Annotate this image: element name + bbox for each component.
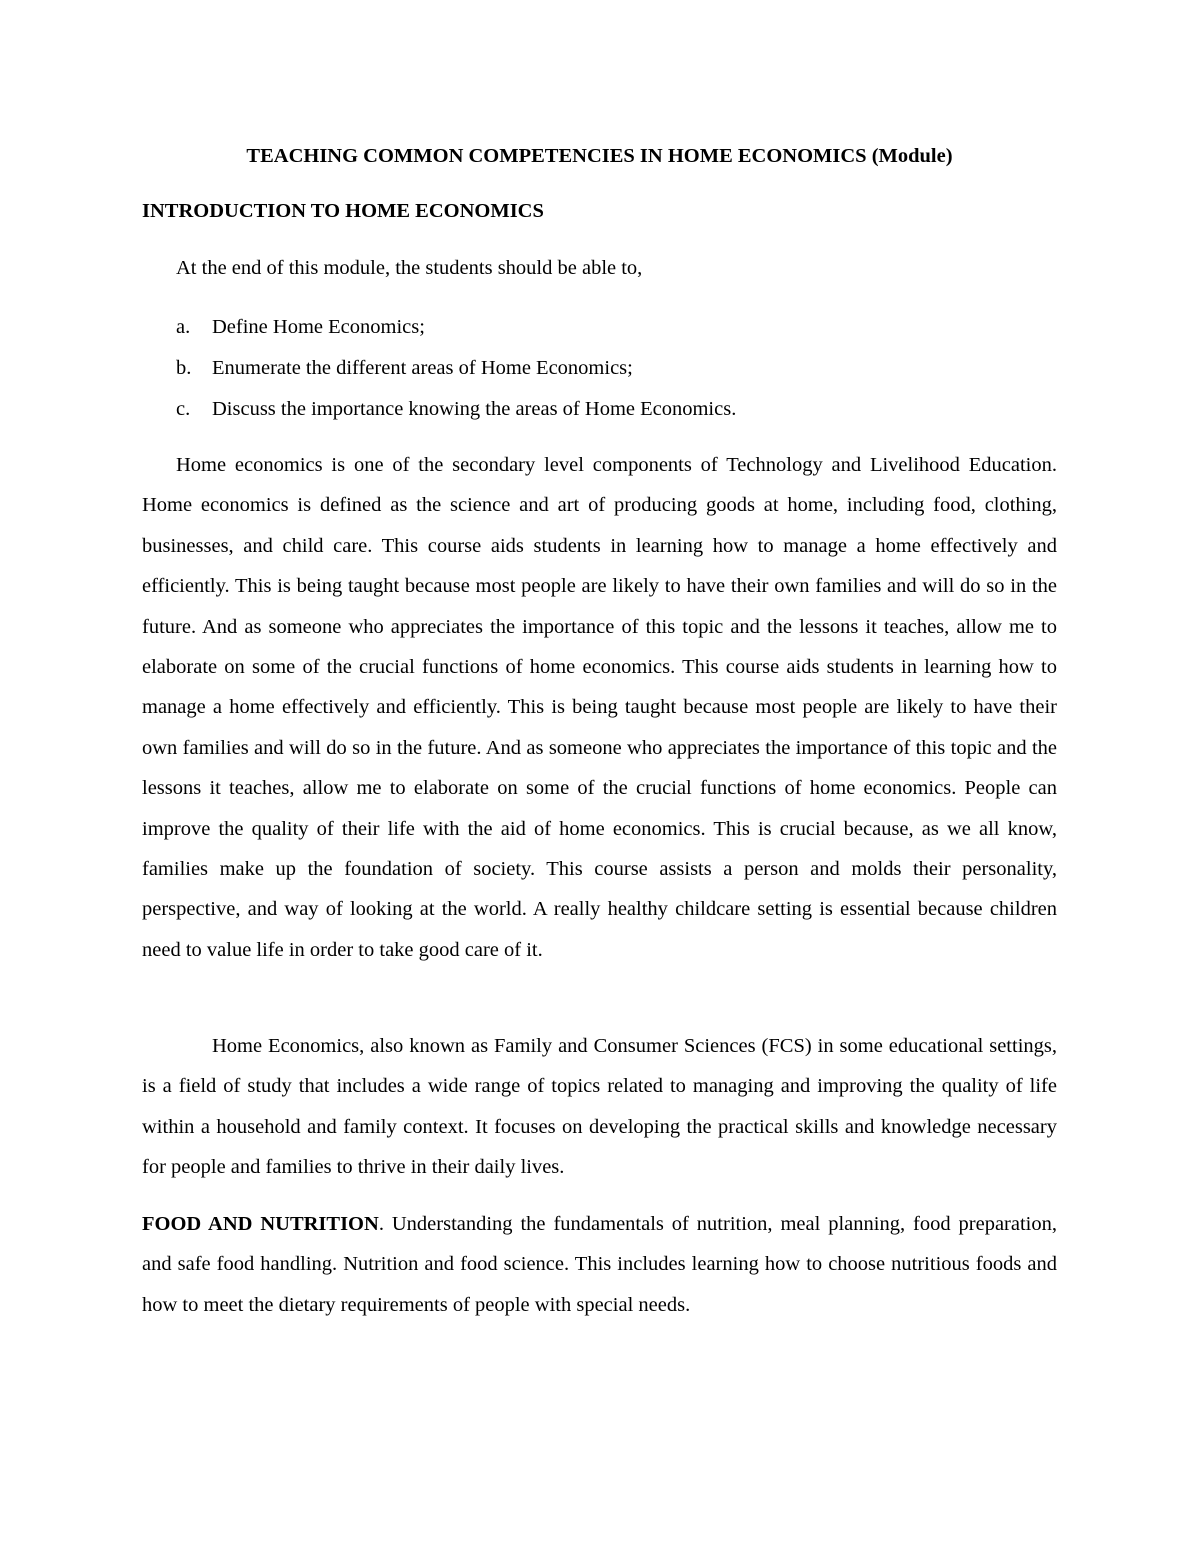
paragraph-family-consumer-sciences: Home Economics, also known as Family and Consumer Sciences (FCS) in some educational settings, is a field of study that includes a wide range of topics related to managing and improving the quality of life within a household and family context. It focuses on developing the practical skills and knowledge necessary for people and families to thrive in their daily lives. [142, 1035, 1057, 1179]
list-item-text: Define Home Economics; [212, 316, 425, 338]
list-item [176, 354, 736, 395]
objectives-list [176, 313, 736, 436]
list-item-letter: c. [176, 398, 191, 420]
food-nutrition-heading: FOOD AND NUTRITION [142, 1213, 379, 1235]
paragraph-food-and-nutrition [142, 1204, 1057, 1325]
list-item [176, 313, 736, 354]
document-title: TEACHING COMMON COMPETENCIES IN HOME ECONOMICS (Module) [246, 145, 953, 167]
list-item-letter: a. [176, 316, 191, 338]
objectives-intro: At the end of this module, the students should be able to, [176, 257, 643, 279]
list-item [176, 395, 736, 436]
list-item-letter: b. [176, 357, 192, 379]
food-nutrition-text: . Understanding the fundamentals of nutrition, meal planning, food preparation, and safe food handling. Nutrition and food science. This includes learning how to choose nutritious foods and how to meet the dietary requirements of people with special needs. [142, 1213, 1057, 1316]
section-heading: INTRODUCTION TO HOME ECONOMICS [142, 200, 544, 222]
list-item-text: Discuss the importance knowing the areas of Home Economics. [212, 398, 737, 420]
paragraph-home-economics-overview: Home economics is one of the secondary level components of Technology and Livelihood Education. Home economics is defined as the science and art of producing goods at home, including food, clothing, businesses, and child care. This course aids students in learning how to manage a home effectively and efficiently. This is being taught because most people are likely to have their own families and will do so in the future. And as someone who appreciates the importance of this topic and the lessons it teaches, allow me to elaborate on some of the crucial functions of home economics. This course aids students in learning how to manage a home effectively and efficiently. This is being taught because most people are likely to have their own families and will do so in the future. And as someone who appreciates the importance of this topic and the lessons it teaches, allow me to elaborate on some of the crucial functions of home economics. People can improve the quality of their life with the aid of home economics. This is crucial because, as we all know, families make up the foundation of society. This course assists a person and molds their personality, perspective, and way of looking at the world. A really healthy childcare setting is essential because children need to value life in order to take good care of it. [142, 454, 1057, 961]
list-item-text: Enumerate the different areas of Home Economics; [212, 357, 633, 379]
